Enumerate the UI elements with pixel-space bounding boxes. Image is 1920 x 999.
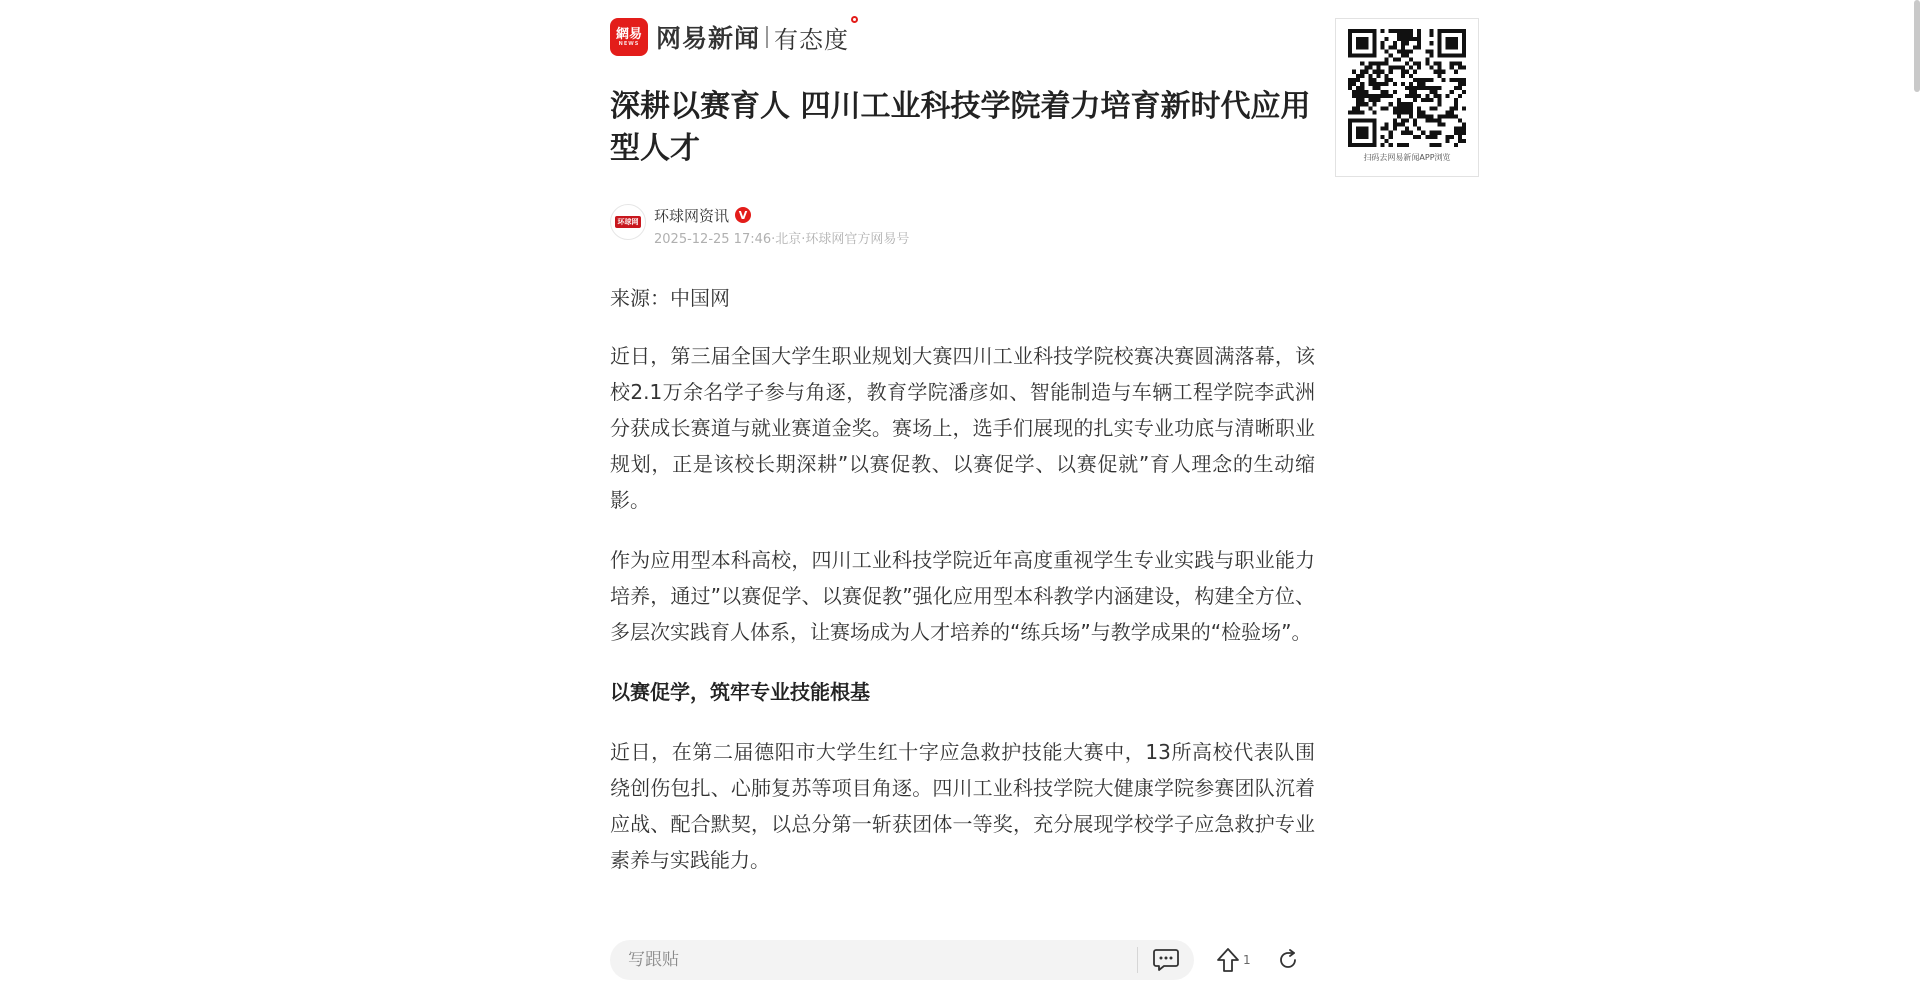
brand-slogan: [774, 20, 849, 55]
scrollbar-thumb[interactable]: [1914, 0, 1920, 92]
article-actions: [1216, 944, 1299, 976]
upvote-button[interactable]: [1216, 947, 1251, 973]
article-paragraph-3: 近日，在第二届德阳市大学生红十字应急救护技能大赛中，13所高校代表队围绕创伤包扎、心肺复苏等项目角逐。四川工业科技学院大健康学院参赛团队沉着应战、配合默契，以总分第一斩获团体一等奖，充分展现学校学子应急救护专业素养与实践能力。: [610, 740, 1315, 872]
article-paragraph-1: 近日，第三届全国大学生职业规划大赛四川工业科技学院校赛决赛圆满落幕，该校2.1万余名学子参与角逐，教育学院潘彦如、智能制造与车辆工程学院李武洲分获成长赛道与就业赛道金奖。赛场上，选手们展现的扎实专业功底与清晰职业规划，正是该校长期深耕”以赛促教、以赛促学、以赛促就”育人理念的生动缩影。: [610, 344, 1315, 512]
qr-code-panel: [1335, 18, 1479, 177]
author-name[interactable]: 环球网资讯: [654, 206, 730, 225]
upvote-icon: [1216, 947, 1240, 973]
avatar-logo: 环球网: [615, 216, 641, 228]
share-icon: [1277, 949, 1299, 971]
qr-code: [1348, 29, 1466, 147]
netease-logo-icon[interactable]: [610, 18, 648, 56]
logo-text: 網易: [615, 26, 642, 42]
comment-icon: [1153, 948, 1179, 972]
upvote-count: 1: [1243, 953, 1251, 967]
author-info: [610, 204, 909, 247]
article-source: 来源：中国网: [610, 286, 730, 310]
share-button[interactable]: [1277, 949, 1299, 971]
article-paragraph-2: 作为应用型本科高校，四川工业科技学院近年高度重视学生专业实践与职业能力培养，通过”以赛促学、以赛促教”强化应用型本科教学内涵建设，构建全方位、多层次实践育人体系，让赛场成为人才培养的“练兵场”与教学成果的“检验场”。: [610, 548, 1315, 644]
comment-bar: [610, 940, 1194, 980]
slogan-dot-icon: [851, 16, 858, 23]
author-avatar[interactable]: [610, 204, 646, 240]
brand-slogan-text: 有态度: [774, 25, 850, 54]
comment-input[interactable]: [610, 940, 1137, 980]
verified-icon: V: [735, 207, 751, 223]
article-title: 深耕以赛育人 四川工业科技学院着力培育新时代应用型人才: [610, 89, 1311, 166]
brand-divider: [766, 26, 768, 48]
article-body: [610, 280, 1315, 902]
site-brand[interactable]: [610, 18, 849, 56]
logo-subtext: NEWS: [618, 40, 640, 47]
section-heading: 以赛促学，筑牢专业技能根基: [610, 680, 870, 704]
comments-button[interactable]: [1138, 940, 1194, 980]
brand-name[interactable]: 网易新闻: [656, 24, 761, 53]
qr-caption: 扫码去网易新闻APP浏览: [1363, 153, 1451, 162]
publish-meta: 2025-12-25 17:46·北京·环球网官方网易号: [654, 232, 910, 247]
